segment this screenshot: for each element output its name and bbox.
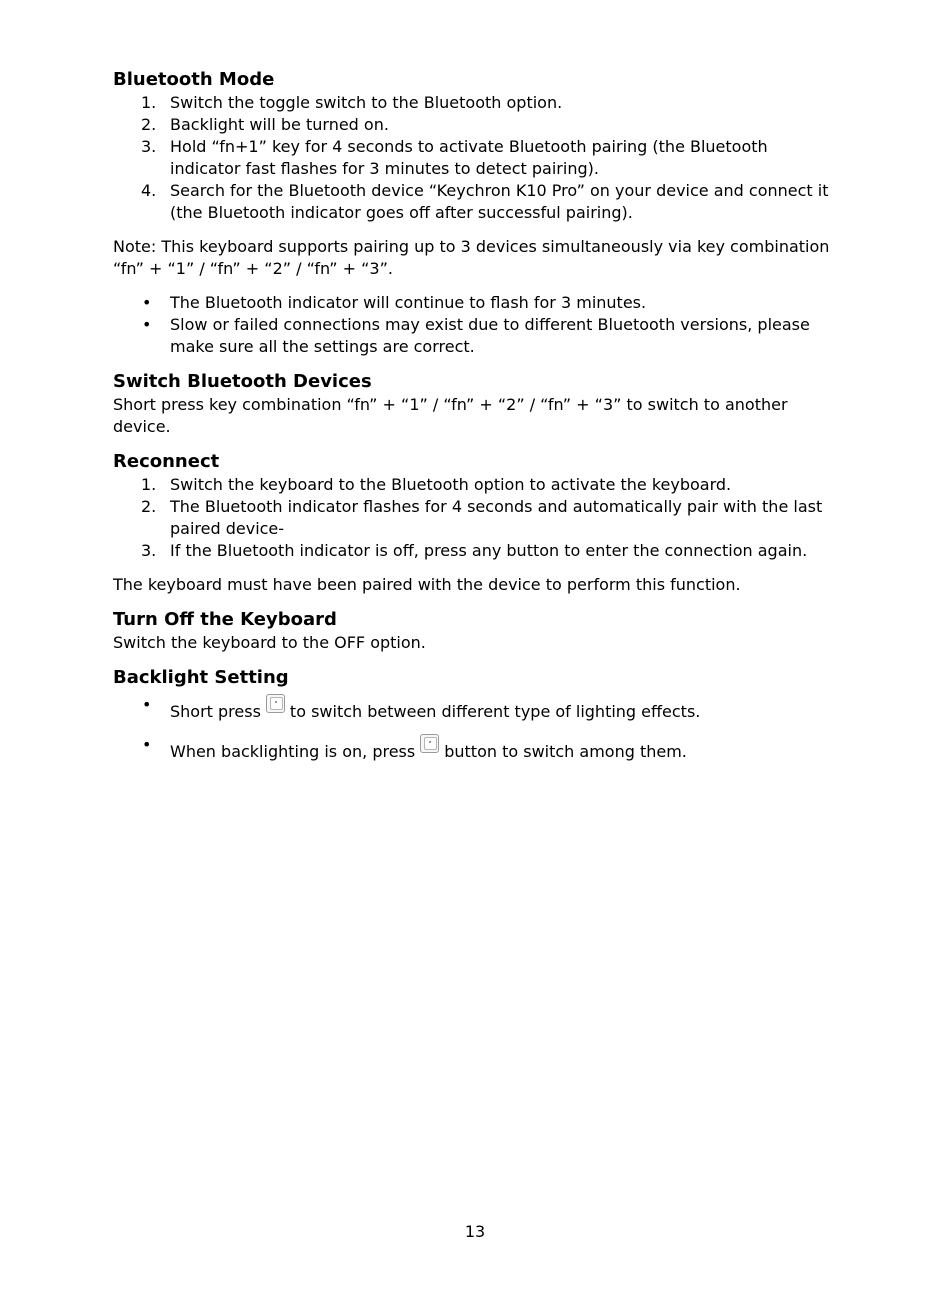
switch-devices-heading: Switch Bluetooth Devices <box>113 371 372 392</box>
bluetooth-mode-steps <box>113 92 843 224</box>
step-number: 1. <box>141 475 157 494</box>
step-text: Backlight will be turned on. <box>170 115 389 134</box>
list-item <box>113 114 843 136</box>
list-item <box>113 734 843 763</box>
step-text: If the Bluetooth indicator is off, press any button to enter the connection again. <box>170 541 808 560</box>
bullet-text-after: button to switch among them. <box>444 742 687 761</box>
bullet-text-before: Short press <box>170 702 261 721</box>
switch-devices-text: Short press key combination “fn” + “1” / “fn” + “2” / “fn” + “3” to switch to another device. <box>113 395 788 436</box>
bullet-icon: • <box>142 315 152 334</box>
step-number: 3. <box>141 137 157 156</box>
step-number: 2. <box>141 497 157 516</box>
reconnect-heading: Reconnect <box>113 451 220 472</box>
list-item <box>113 540 843 562</box>
step-number: 4. <box>141 181 157 200</box>
bullet-icon: • <box>142 735 152 754</box>
list-item <box>113 694 843 723</box>
step-text: The Bluetooth indicator flashes for 4 seconds and automatically pair with the last paired device- <box>170 497 823 538</box>
step-number: 1. <box>141 93 157 112</box>
backlight-heading: Backlight Setting <box>113 667 289 688</box>
list-item <box>113 496 843 540</box>
step-number: 3. <box>141 541 157 560</box>
reconnect-note: The keyboard must have been paired with the device to perform this function. <box>113 575 741 594</box>
reconnect-steps <box>113 474 843 562</box>
list-item <box>113 474 843 496</box>
step-text: Switch the toggle switch to the Bluetooth option. <box>170 93 563 112</box>
bullet-text-before: When backlighting is on, press <box>170 742 416 761</box>
pairing-note: Note: This keyboard supports pairing up to 3 devices simultaneously via key combination “fn” + “1” / “fn” + “2” / “fn” + “3”. <box>113 237 830 278</box>
list-item <box>113 292 843 314</box>
step-text: Search for the Bluetooth device “Keychron K10 Pro” on your device and connect it (the Bluetooth indicator goes off after successful pairing). <box>170 181 829 222</box>
list-item <box>113 92 843 114</box>
turn-off-heading: Turn Off the Keyboard <box>113 609 337 630</box>
bullet-icon: • <box>142 695 152 714</box>
light-key-icon <box>266 694 285 713</box>
step-text: Hold “fn+1” key for 4 seconds to activate Bluetooth pairing (the Bluetooth indicator fast flashes for 3 minutes to detect pairing). <box>170 137 768 178</box>
bullet-text-after: to switch between different type of lighting effects. <box>289 702 701 721</box>
list-item <box>113 180 843 224</box>
backlight-bullets <box>113 694 843 763</box>
page-number: 13 <box>464 1222 486 1241</box>
document-page <box>113 68 843 763</box>
bluetooth-mode-bullets <box>113 292 843 358</box>
light-key-icon <box>420 734 439 753</box>
bullet-text: Slow or failed connections may exist due to different Bluetooth versions, please make sure all the settings are correct. <box>170 315 810 356</box>
bluetooth-mode-heading: Bluetooth Mode <box>113 69 275 90</box>
step-number: 2. <box>141 115 157 134</box>
list-item <box>113 136 843 180</box>
turn-off-text: Switch the keyboard to the OFF option. <box>113 633 426 652</box>
list-item <box>113 314 843 358</box>
bullet-icon: • <box>142 293 152 312</box>
bullet-text: The Bluetooth indicator will continue to flash for 3 minutes. <box>170 293 647 312</box>
step-text: Switch the keyboard to the Bluetooth option to activate the keyboard. <box>170 475 732 494</box>
